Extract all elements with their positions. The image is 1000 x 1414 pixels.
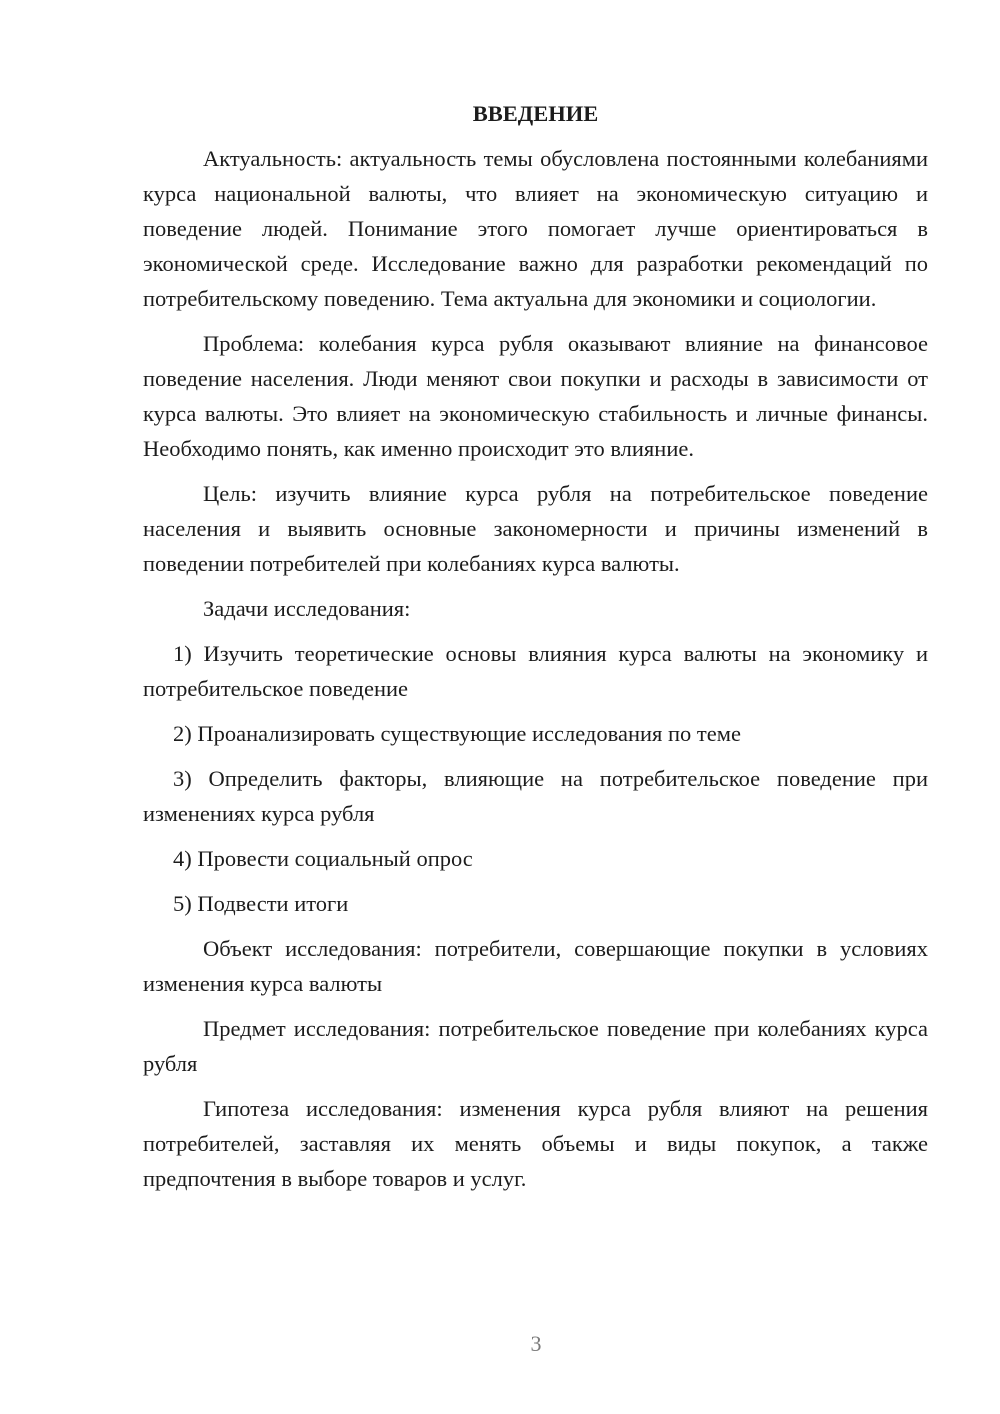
task-item-4: 4) Провести социальный опрос <box>173 846 473 871</box>
paragraph-subject: Предмет исследования: потребительское поведение при колебаниях курса рубля <box>143 1016 928 1076</box>
paragraph-tasks-heading: Задачи исследования: <box>203 596 411 621</box>
document-body <box>143 96 928 1206</box>
task-item-5: 5) Подвести итоги <box>173 891 349 916</box>
paragraph-relevance: Актуальность: актуальность темы обусловлена постоянными колебаниями курса национальной валюты, что влияет на экономическую ситуацию и поведение людей. Понимание этого помогает лучше ориентироваться в экономической среде. Исследование важно для разработки рекомендаций по потребительскому поведению. Тема актуальна для экономики и социологии. <box>143 146 928 311</box>
paragraph-object: Объект исследования: потребители, совершающие покупки в условиях изменения курса валюты <box>143 936 928 996</box>
task-item-1: 1) Изучить теоретические основы влияния курса валюты на экономику и потребительское поведение <box>143 641 928 701</box>
page-number: 3 <box>530 1331 542 1356</box>
section-title: ВВЕДЕНИЕ <box>472 101 599 126</box>
task-item-3: 3) Определить факторы, влияющие на потребительское поведение при изменениях курса рубля <box>143 766 928 826</box>
paragraph-hypothesis: Гипотеза исследования: изменения курса рубля влияют на решения потребителей, заставляя их менять объемы и виды покупок, а также предпочтения в выборе товаров и услуг. <box>143 1096 928 1191</box>
paragraph-goal: Цель: изучить влияние курса рубля на потребительское поведение населения и выявить основные закономерности и причины изменений в поведении потребителей при колебаниях курса валюты. <box>143 481 928 576</box>
paragraph-problem: Проблема: колебания курса рубля оказывают влияние на финансовое поведение населения. Люди меняют свои покупки и расходы в зависимости от курса валюты. Это влияет на экономическую стабильность и личные финансы. Необходимо понять, как именно происходит это влияние. <box>143 331 928 461</box>
task-item-2: 2) Проанализировать существующие исследования по теме <box>173 721 741 746</box>
